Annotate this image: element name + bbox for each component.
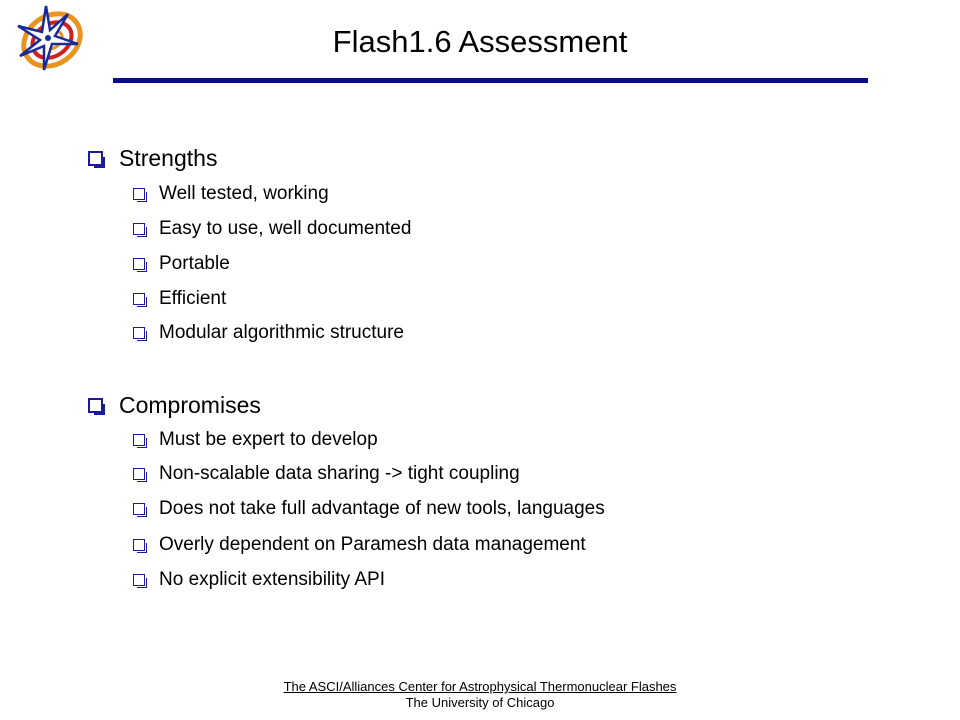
checkbox-bullet-icon [133,434,145,446]
checkbox-bullet-icon [133,293,145,305]
checkbox-bullet-icon [133,468,145,480]
checkbox-bullet-icon [133,188,145,200]
title-underline [113,78,868,83]
checkbox-bullet-icon [88,151,103,166]
footer-university: The University of Chicago [405,695,555,710]
footer-center-name: The ASCI/Alliances Center for Astrophysical Thermonuclear Flashes [283,679,677,694]
checkbox-bullet-icon [133,574,145,586]
checkbox-bullet-icon [88,398,103,413]
checkbox-bullet-icon [133,223,145,235]
checkbox-bullet-icon [133,503,145,515]
checkbox-bullet-icon [133,258,145,270]
slide-title: Flash1.6 Assessment [332,24,628,59]
checkbox-bullet-icon [133,539,145,551]
checkbox-bullet-icon [133,327,145,339]
